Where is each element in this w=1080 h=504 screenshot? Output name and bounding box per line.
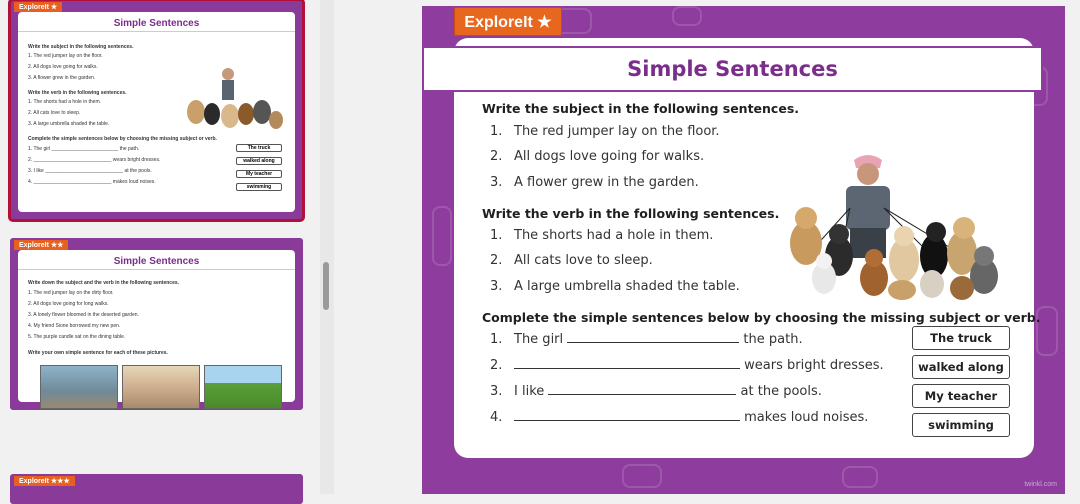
item-post-text: the path.: [743, 332, 803, 347]
fill-in-item: [490, 358, 884, 373]
thumb-line: 1. The girl ________________________ the path.: [28, 146, 140, 152]
slide-thumbnail-2[interactable]: [10, 238, 303, 410]
thumb-line: 3. A lonely flower bloomed in the deserted garden.: [28, 312, 139, 318]
answer-blank[interactable]: [514, 358, 740, 369]
thumb-line: Write the subject in the following sentences.: [28, 44, 134, 50]
list-item: [490, 175, 699, 190]
thumb-line: 2. All cats love to sleep.: [28, 110, 81, 116]
thumb-line: 3. A flower grew in the garden.: [28, 75, 96, 81]
background-decoration: [672, 6, 702, 26]
section-heading-verb: Write the verb in the following sentences.: [482, 206, 780, 221]
item-pre-text: I like: [514, 384, 545, 399]
scrollbar-track[interactable]: [320, 0, 334, 494]
list-item: [490, 124, 720, 139]
scrollbar-thumb[interactable]: [323, 262, 329, 310]
thumb-line: 1. The red jumper lay on the dirty floor.: [28, 290, 114, 296]
list-item: [490, 253, 653, 268]
thumb-line: 5. The purple candle sat on the dining table.: [28, 334, 126, 340]
item-post-text: at the pools.: [740, 384, 822, 399]
slide-thumbnail-1[interactable]: [10, 0, 303, 220]
list-item: [490, 149, 704, 164]
thumb-picture-park: [204, 365, 282, 409]
title-banner: [422, 46, 1043, 92]
item-number: 3.: [490, 384, 503, 399]
thumb-line: 3. A large umbrella shaded the table.: [28, 121, 110, 127]
thumb-chip: The truck: [236, 144, 282, 152]
item-number: 3.: [490, 175, 503, 190]
thumb-line: 2. All dogs love going for walks.: [28, 64, 98, 70]
watermark: twinkl.com: [1024, 481, 1057, 488]
thumb-picture-car: [40, 365, 118, 409]
item-number: 4.: [490, 410, 503, 425]
thumb-chip: walked along: [236, 157, 282, 165]
thumb-line: Complete the simple sentences below by choosing the missing subject or verb.: [28, 136, 217, 142]
thumb-title: Simple Sentences: [18, 18, 295, 32]
slide-thumbnail-panel: [0, 0, 320, 494]
item-number: 2.: [490, 358, 503, 373]
thumb-line: Write down the subject and the verb in the following sentences.: [28, 280, 180, 286]
word-bank-swimming[interactable]: swimming: [912, 413, 1010, 437]
thumb-line: 2. All dogs love going for long walks.: [28, 301, 109, 307]
word-bank-walked-along[interactable]: walked along: [912, 355, 1010, 379]
thumb-line: 1. The shorts had a hole in them.: [28, 99, 102, 105]
thumb-badge: ExploreIt ★★: [14, 240, 68, 250]
worksheet-card: [454, 38, 1041, 458]
answer-blank[interactable]: [514, 410, 740, 421]
thumb-title: Simple Sentences: [18, 256, 295, 270]
thumb-picture-classroom: [122, 365, 200, 409]
item-text: All dogs love going for walks.: [514, 149, 705, 164]
slide-title: Simple Sentences: [627, 57, 838, 81]
thumb-line: Write the verb in the following sentences.: [28, 90, 127, 96]
answer-blank[interactable]: [548, 384, 736, 395]
item-number: 1.: [490, 124, 503, 139]
thumb-chip: swimming: [236, 183, 282, 191]
fill-in-item: [490, 384, 822, 399]
list-item: [490, 228, 713, 243]
answer-blank[interactable]: [567, 332, 739, 343]
background-decoration: [432, 206, 452, 266]
item-pre-text: The girl: [514, 332, 564, 347]
background-decoration: [842, 466, 878, 488]
exploreit-badge: ExploreIt ★: [454, 7, 562, 36]
thumb-card: [18, 12, 295, 212]
section-heading-complete: Complete the simple sentences below by choosing the missing subject or verb.: [482, 310, 1041, 325]
thumb-line: 4. ____________________________ makes loud noises.: [28, 179, 156, 185]
item-number: 2.: [490, 149, 503, 164]
thumb-line: 4. My friend Sione borrowed my new pen.: [28, 323, 121, 329]
item-number: 1.: [490, 228, 503, 243]
word-bank-my-teacher[interactable]: My teacher: [912, 384, 1010, 408]
item-post-text: wears bright dresses.: [744, 358, 884, 373]
fill-in-item: [490, 332, 803, 347]
item-post-text: makes loud noises.: [744, 410, 869, 425]
thumb-line: 3. I like ____________________________ at the pools.: [28, 168, 152, 174]
item-number: 1.: [490, 332, 503, 347]
thumb-badge: ExploreIt ★★★: [14, 476, 75, 486]
thumb-line: Write your own simple sentence for each of these pictures.: [28, 350, 168, 356]
item-number: 2.: [490, 253, 503, 268]
thumb-line: 2. ____________________________ wears bright dresses.: [28, 157, 161, 163]
thumb-card: [18, 250, 295, 402]
thumb-badge: ExploreIt ★: [14, 2, 62, 12]
section-heading-subject: Write the subject in the following sentences.: [482, 101, 800, 116]
item-number: 3.: [490, 279, 503, 294]
slide-canvas[interactable]: [422, 6, 1065, 494]
thumb-boy-with-dogs-illustration: [184, 62, 284, 134]
item-text: The shorts had a hole in them.: [514, 228, 714, 243]
list-item: [490, 279, 740, 294]
background-decoration: [622, 464, 662, 488]
word-bank-the-truck[interactable]: The truck: [912, 326, 1010, 350]
item-text: A flower grew in the garden.: [514, 175, 699, 190]
thumb-chip: My teacher: [236, 170, 282, 178]
thumb-line: 1. The red jumper lay on the floor.: [28, 53, 103, 59]
item-text: A large umbrella shaded the table.: [514, 279, 740, 294]
slide-thumbnail-3[interactable]: [10, 474, 303, 504]
item-text: All cats love to sleep.: [514, 253, 653, 268]
item-text: The red jumper lay on the floor.: [514, 124, 720, 139]
fill-in-item: [490, 410, 868, 425]
boy-with-dogs-illustration: [784, 148, 1009, 303]
